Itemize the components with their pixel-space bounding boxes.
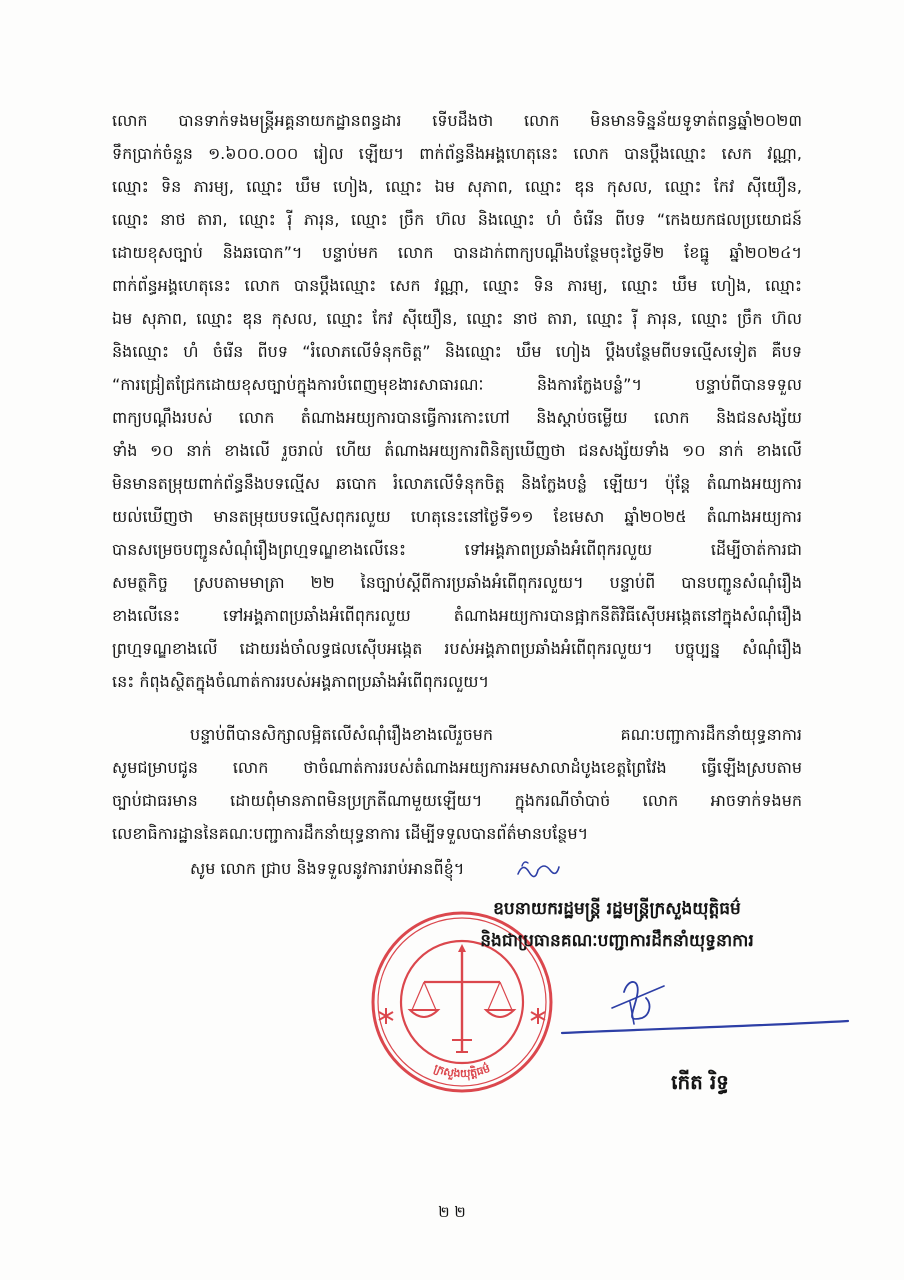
body-line: ឯម សុភាព, ឈ្មោះ ឌុន កុសល, ឈ្មោះ កែវ ស៊ីយឿន, ឈ្មោះ នាថ តារា, ឈ្មោះ រ៉ី ភារុន, ឈ្មោះ ច្រឹក ហ៊ល: [112, 309, 802, 328]
body-paragraph-2: [112, 718, 802, 850]
body-line: ច្បាប់ជាធរមាន ដោយពុំមានភាពមិនប្រក្រតីណាមួយឡើយ។ ក្នុងករណីចាំបាច់ លោក អាចទាក់ទងមក: [112, 791, 802, 810]
body-line: ដោយខុសច្បាប់ និងឆបោក”។ បន្ទាប់មក លោក បានដាក់ពាក្យបណ្ដឹងបន្ថែមចុះថ្ងៃទី២ ខែធ្នូ ឆ្នាំ២០២៤។: [112, 243, 802, 262]
handwritten-initial: [518, 862, 559, 877]
body-line: ទឹកប្រាក់ចំនួន ១.៦០០.០០០ រៀល ឡើយ។ ពាក់ព័ន្ធនឹងអង្គហេតុនេះ លោក បានប្ដឹងឈ្មោះ សេក វណ្ណា,: [112, 144, 802, 163]
seal-star-icon: [379, 1008, 393, 1024]
body-line: មិនមានតម្រុយពាក់ព័ន្ធនឹងបទល្មើស ឆបោក រំលោភលើទំនុកចិត្ត និងក្លែងបន្លំ ឡើយ។ ប៉ុន្តែ តំណាងអយ្យការ: [112, 474, 802, 493]
body-paragraph-1: [112, 104, 802, 698]
body-line: ពាក្យបណ្ដឹងរបស់ លោក តំណាងអយ្យការបានធ្វើការកោះហៅ និងស្ដាប់ចម្លើយ លោក និងជនសង្ស័យ: [112, 408, 802, 427]
signatory-title-line: និងជាប្រធានគណៈបញ្ជាការដឹកនាំយុទ្ធនាការ: [480, 931, 754, 951]
seal-star-icon: [531, 1008, 545, 1024]
body-line: ខាងលើនេះ ទៅអង្គភាពប្រឆាំងអំពើពុករលួយ តំណាងអយ្យការបានផ្អាកនីតិវិធីស៊ើបអង្កេតនៅក្នុងសំណុំរឿង: [112, 606, 802, 625]
body-line: ពាក់ព័ន្ធអង្គហេតុនេះ លោក បានប្ដឹងឈ្មោះ សេក វណ្ណា, ឈ្មោះ ទិន ភារម្យ, ឈ្មោះ ឃឹម ហៀង, ឈ្មោះ: [112, 276, 802, 295]
body-line: នេះ កំពុងស្ថិតក្នុងចំណាត់ការរបស់អង្គភាពប្រឆាំងអំពើពុករលួយ។: [112, 672, 490, 691]
handwritten-signature: [562, 982, 848, 1033]
body-line: ឈ្មោះ នាថ តារា, ឈ្មោះ រ៉ី ភារុន, ឈ្មោះ ច្រឹក ហ៊ល និងឈ្មោះ ហំ ចំរើន ពីបទ “កេងយកផលប្រយោជន៍: [112, 210, 802, 229]
body-line: ទាំង ១០ នាក់ ខាងលើ រួចរាល់ ហើយ តំណាងអយ្យការពិនិត្យឃើញថា ជនសង្ស័យទាំង ១០ នាក់ ខាងលើ: [112, 441, 802, 460]
body-line: “ការជ្រៀតជ្រែកដោយខុសច្បាប់ក្នុងការបំពេញមុខងារសាធារណៈ និងការក្លែងបន្លំ”។ បន្ទាប់ពីបានទទួល: [112, 375, 802, 394]
signatory-title-line: ឧបនាយករដ្ឋមន្ត្រី រដ្ឋមន្ត្រីក្រសួងយុត្តិធម៌: [493, 899, 741, 919]
scales-of-justice-icon: [410, 944, 514, 1052]
body-line: បន្ទាប់ពីបានសិក្សាលម្អិតលើសំណុំរឿងខាងលើរួចមក គណៈបញ្ជាការដឹកនាំយុទ្ធនាការ: [190, 725, 802, 744]
body-line: សមត្ថកិច្ច ស្របតាមមាត្រា ២២ នៃច្បាប់ស្ដីពីការប្រឆាំងអំពើពុករលួយ។ បន្ទាប់ពី បានបញ្ជូនសំណុំរឿង: [112, 573, 802, 592]
seal-text: ក្រសួងយុត្តិធម៌: [432, 1061, 492, 1081]
signatory-name: កើត រិទ្ធ: [671, 1070, 729, 1094]
closing-salutation: សូម លោក ជ្រាប និងទទួលនូវការរាប់អានពីខ្ញុំ។: [190, 859, 465, 878]
body-line: និងឈ្មោះ ហំ ចំរើន ពីបទ “រំលោភលើទំនុកចិត្ត” និងឈ្មោះ ឃឹម ហៀង ប្ដឹងបន្ថែមពីបទល្មើសទៀត គឺបទ: [112, 342, 802, 361]
body-line: លោក បានទាក់ទងមន្ត្រីអគ្គនាយកដ្ឋានពន្ធដារ ទើបដឹងថា លោក មិនមានទិន្នន័យទូទាត់ពន្ធឆ្នាំ២០២៣: [112, 111, 802, 130]
signatory-title: [424, 893, 810, 957]
body-line: យល់ឃើញថា មានតម្រុយបទល្មើសពុករលួយ ហេតុនេះនៅថ្ងៃទី១១ ខែមេសា ឆ្នាំ២០២៥ តំណាងអយ្យការ: [112, 507, 802, 526]
body-line: បានសម្រេចបញ្ជូនសំណុំរឿងព្រហ្មទណ្ឌខាងលើនេះ ទៅអង្គភាពប្រឆាំងអំពើពុករលួយ ដើម្បីចាត់ការជា: [112, 540, 802, 559]
body-line: ឈ្មោះ ទិន ភារម្យ, ឈ្មោះ ឃឹម ហៀង, ឈ្មោះ ឯម សុភាព, ឈ្មោះ ឌុន កុសល, ឈ្មោះ កែវ ស៊ីយឿន,: [112, 177, 802, 196]
body-line: លេខាធិការដ្ឋាននៃគណៈបញ្ជាការដឹកនាំយុទ្ធនាការ ដើម្បីទទួលបានព័ត៌មានបន្ថែម។: [112, 824, 589, 843]
page-number: ២ ២: [438, 1203, 466, 1221]
body-line: ព្រហ្មទណ្ឌខាងលើ ដោយរង់ចាំលទ្ធផលស៊ើបអង្កេត របស់អង្គភាពប្រឆាំងអំពើពុករលួយ។ បច្ចុប្បន្ន សំណុំរឿង: [112, 639, 802, 658]
body-line: សូមជម្រាបជូន លោក ថាចំណាត់ការរបស់តំណាងអយ្យការអមសាលាដំបូងខេត្តព្រៃវែង ធ្វើឡើងស្របតាម: [112, 758, 802, 777]
